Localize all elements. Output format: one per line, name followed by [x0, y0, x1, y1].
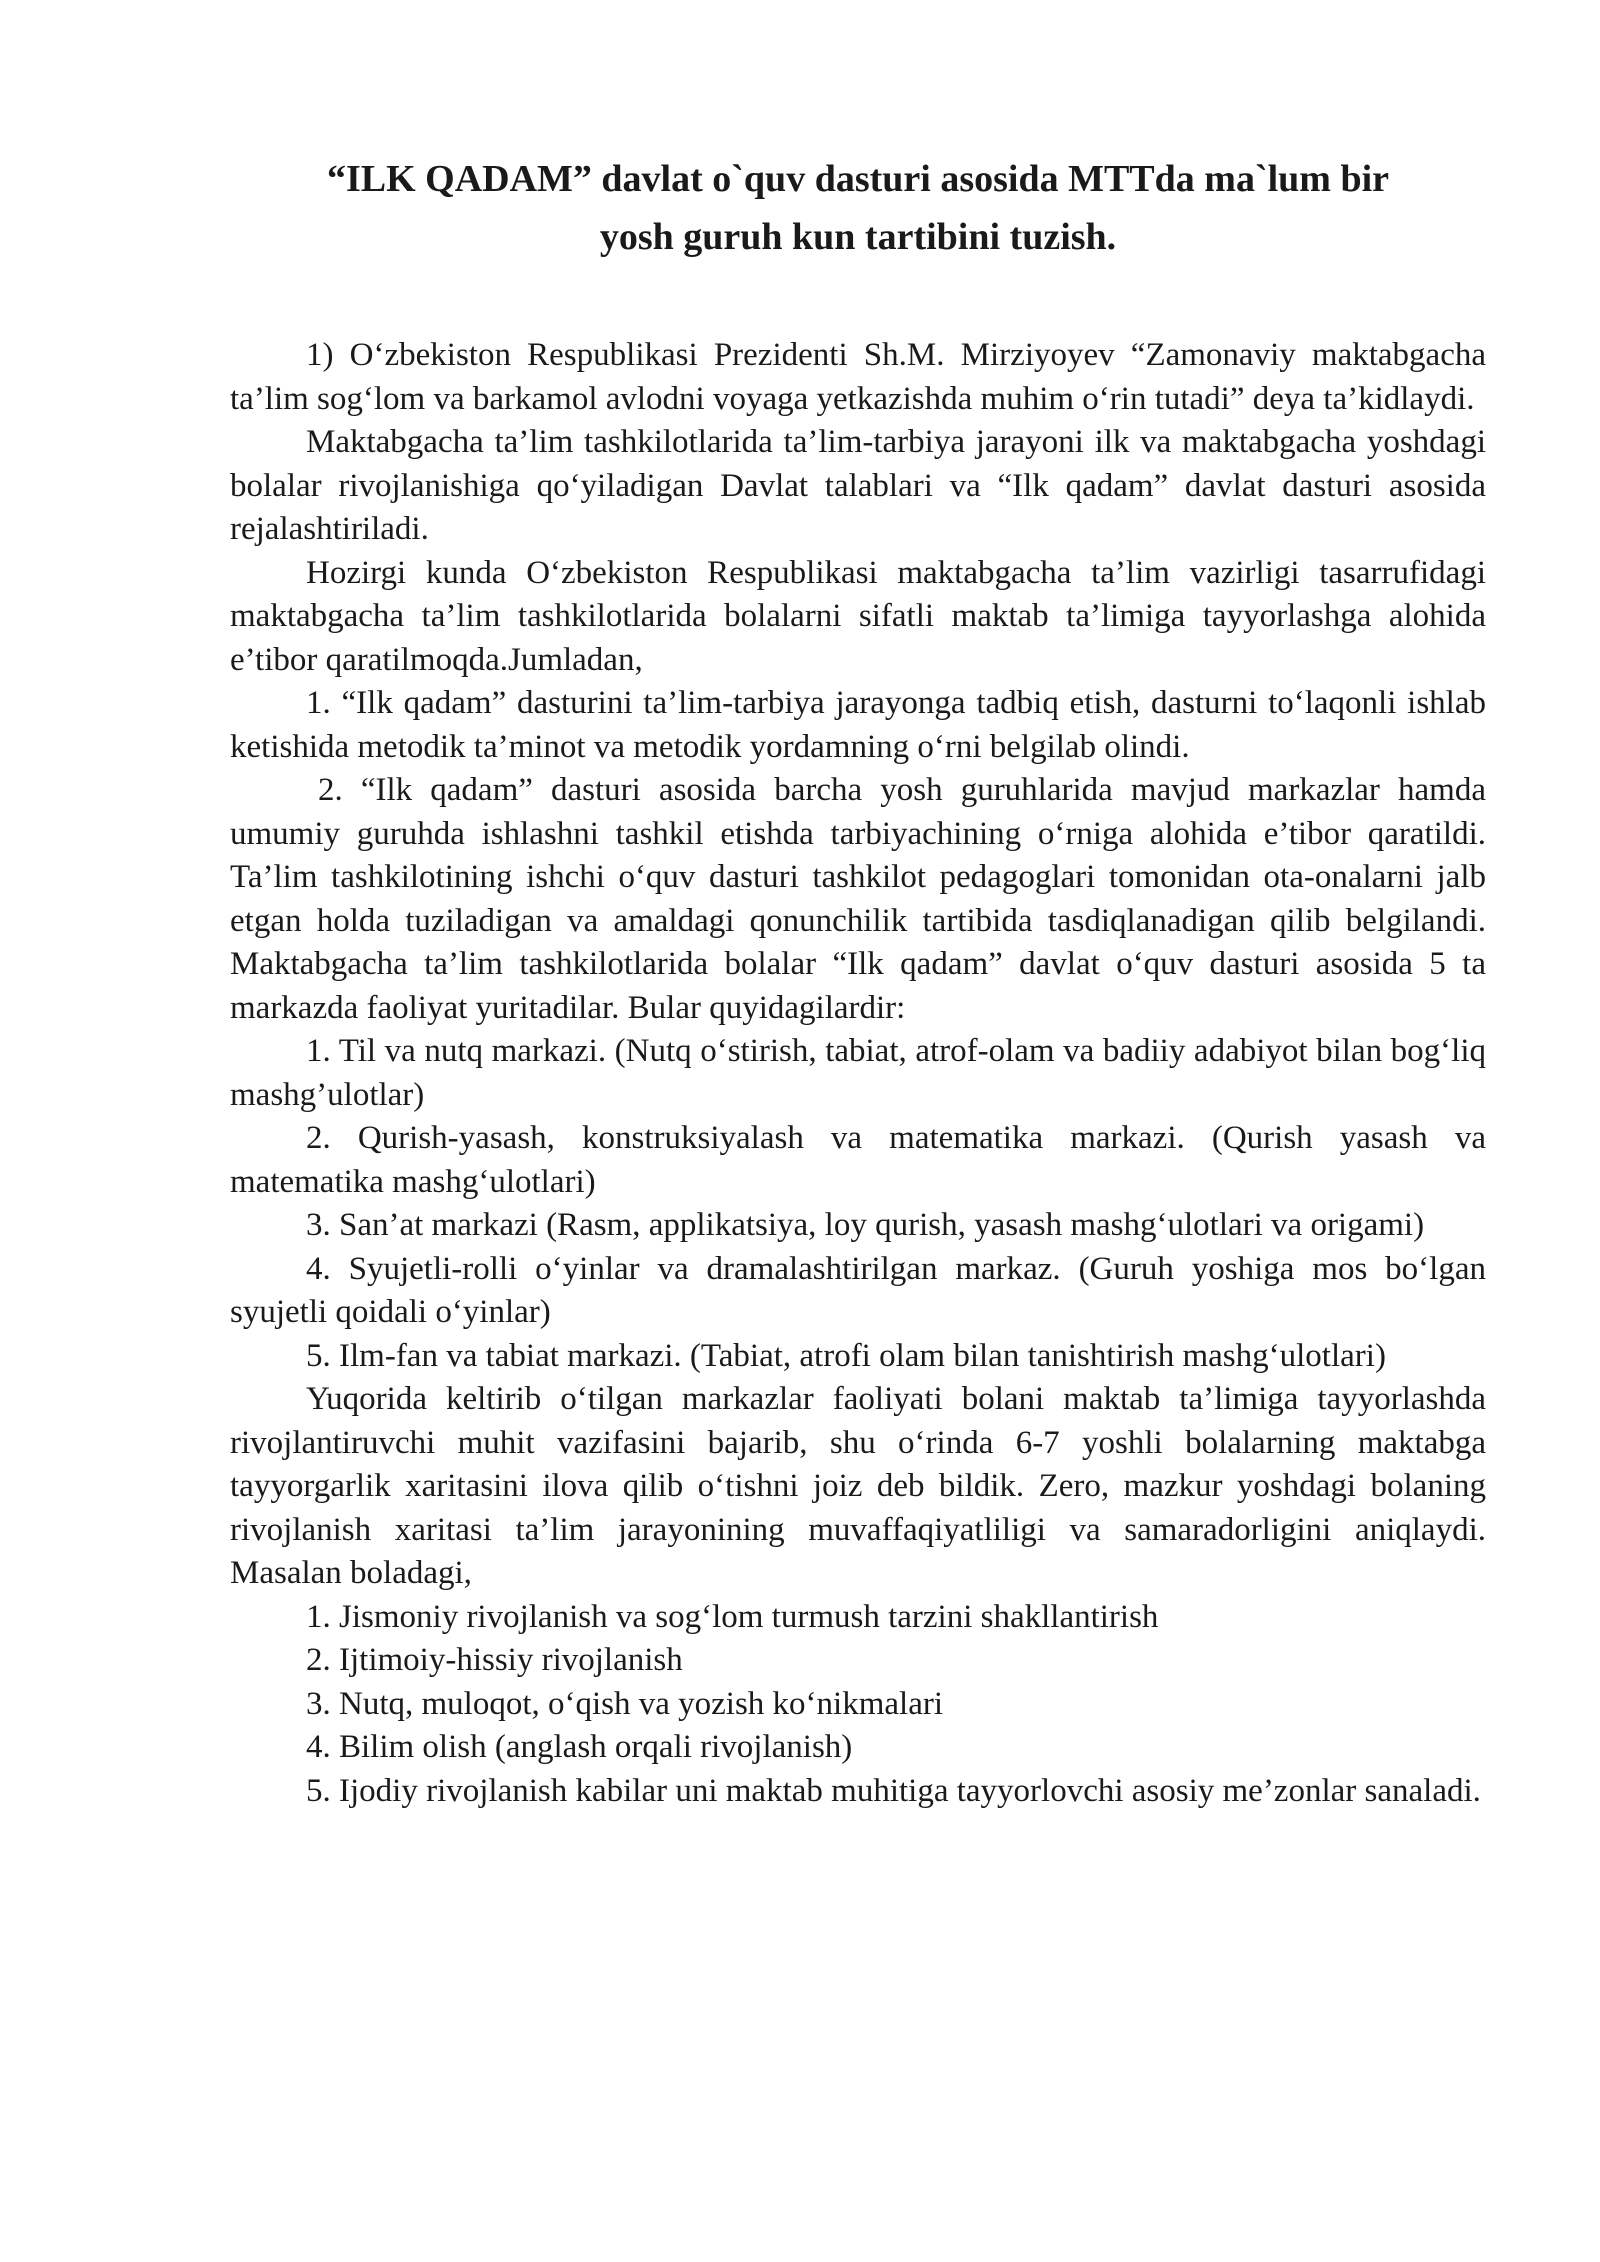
title-line-1: “ILK QADAM” davlat o`quv dasturi asosida MTTda ma`lum bir: [326, 158, 1389, 200]
document-page: [230, 150, 1486, 1813]
paragraph-2: Maktabgacha ta’lim tashkilotlarida ta’lim-tarbiya jarayoni ilk va maktabgacha yoshdagi bolalar rivojlanishiga qo‘yiladigan Davlat talablari va “Ilk qadam” davlat dasturi asosida rejalashtiriladi.: [230, 424, 1486, 547]
development-item-2: 2. Ijtimoiy-hissiy rivojlanish: [306, 1642, 683, 1678]
development-item-3: 3. Nutq, muloqot, o‘qish va yozish ko‘nikmalari: [306, 1685, 944, 1722]
center-item-4: 4. Syujetli-rolli o‘yinlar va dramalashtirilgan markaz. (Guruh yoshiga mos bo‘lgan syujetli qoidali o‘yinlar): [230, 1250, 1486, 1330]
document-body: [230, 334, 1486, 1813]
paragraph-1: 1) O‘zbekiston Respublikasi Prezidenti Sh.M. Mirziyoyev “Zamonaviy maktabgacha ta’lim sog‘lom va barkamol avlodni voyaga yetkazishda muhim o‘rin tutadi” deya ta’kidlaydi.: [230, 337, 1486, 417]
development-item-1: 1. Jismoniy rivojlanish va sog‘lom turmush tarzini shakllantirish: [306, 1598, 1159, 1635]
development-item-5: 5. Ijodiy rivojlanish kabilar uni maktab muhitiga tayyorlovchi asosiy me’zonlar sanaladi.: [306, 1772, 1481, 1809]
development-item-4: 4. Bilim olish (anglash orqali rivojlanish): [306, 1729, 853, 1765]
center-item-5: 5. Ilm-fan va tabiat markazi. (Tabiat, atrofi olam bilan tanishtirish mashg‘ulotlari): [306, 1337, 1386, 1374]
list-item-2: 2. “Ilk qadam” dasturi asosida barcha yosh guruhlarida mavjud markazlar hamda umumiy guruhda ishlashni tashkil etishda tarbiyachining o‘rniga alohida e’tibor qaratildi. Ta’lim tashkilotining ishchi o‘quv dasturi tashkilot pedagoglari tomonidan ota-onalarni jalb etgan holda tuziladigan va amaldagi qonunchilik tartibida tasdiqlanadigan qilib belgilandi. Maktabgacha ta’lim tashkilotlarida bolalar “Ilk qadam” davlat o‘quv dasturi asosida 5 ta markazda faoliyat yuritadilar. Bular quyidagilardir:: [230, 772, 1486, 1026]
center-item-3: 3. San’at markazi (Rasm, applikatsiya, loy qurish, yasash mashg‘ulotlari va origami): [306, 1207, 1425, 1243]
paragraph-4: Yuqorida keltirib o‘tilgan markazlar faoliyati bolani maktab ta’limiga tayyorlashda rivojlantiruvchi muhit vazifasini bajarib, shu o‘rinda 6-7 yoshli bolalarning maktabga tayyorgarlik xaritasini ilova qilib o‘tishni joiz deb bildik. Zero, mazkur yoshdagi bolaning rivojlanish xaritasi ta’lim jarayonining muvaffaqiyatliligi va samaradorligini aniqlaydi. Masalan boladagi,: [230, 1381, 1486, 1591]
center-item-1: 1. Til va nutq markazi. (Nutq o‘stirish, tabiat, atrof-olam va badiiy adabiyot bilan bog‘liq mashg’ulotlar): [230, 1033, 1486, 1113]
paragraph-3: Hozirgi kunda O‘zbekiston Respublikasi maktabgacha ta’lim vazirligi tasarrufidagi maktabgacha ta’lim tashkilotlarida bolalarni sifatli maktab ta’limiga tayyorlashga alohida e’tibor qaratilmoqda.Jumladan,: [230, 554, 1486, 678]
document-title: [230, 150, 1486, 266]
center-item-2: 2. Qurish-yasash, konstruksiyalash va matematika markazi. (Qurish yasash va matematika mashg‘ulotlari): [230, 1120, 1486, 1200]
list-item-1: 1. “Ilk qadam” dasturini ta’lim-tarbiya jarayonga tadbiq etish, dasturni to‘laqonli ishlab ketishida metodik ta’minot va metodik yordamning o‘rni belgilab olindi.: [230, 685, 1486, 765]
title-line-2: yosh guruh kun tartibini tuzish.: [599, 216, 1117, 258]
